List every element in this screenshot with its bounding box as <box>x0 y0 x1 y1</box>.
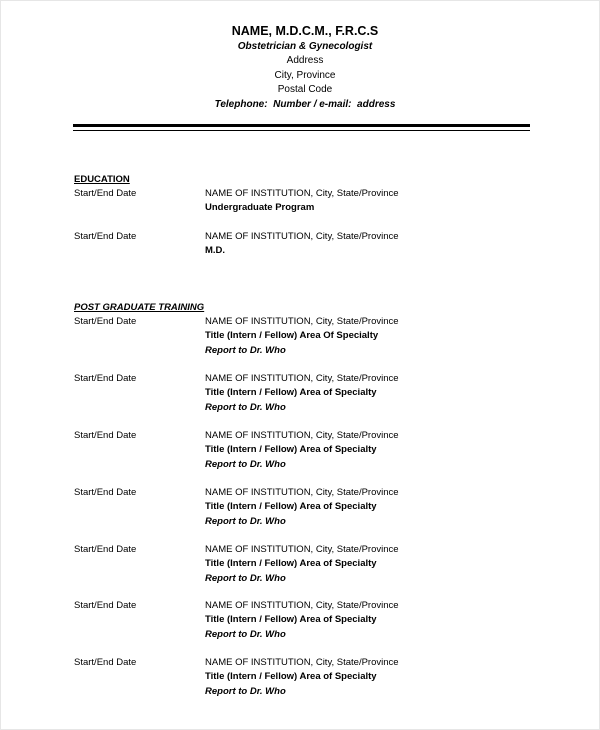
cv-header <box>0 22 600 112</box>
applicant-name: NAME, M.D.C.M., F.R.C.S <box>231 24 379 38</box>
training-heading: POST GRADUATE TRAINING <box>74 302 205 313</box>
entry-details <box>205 230 535 259</box>
entry-report: Report to Dr. Who <box>205 401 286 413</box>
postal-code-line: Postal Code <box>277 84 333 95</box>
entry-details <box>205 543 535 586</box>
entry-date: Start/End Date <box>74 231 137 242</box>
entry-report: Report to Dr. Who <box>205 344 286 356</box>
entry-title: Title (Intern / Fellow) Area Of Specialty <box>205 330 379 341</box>
entry-institution: NAME OF INSTITUTION, City, State/Province <box>205 373 399 384</box>
entry-date: Start/End Date <box>74 487 137 498</box>
entry-title: Title (Intern / Fellow) Area of Specialty <box>205 387 377 398</box>
entry-date: Start/End Date <box>74 316 137 327</box>
entry-date: Start/End Date <box>74 430 137 441</box>
entry-details <box>205 372 535 415</box>
entry-date: Start/End Date <box>74 600 137 611</box>
entry-date: Start/End Date <box>74 188 137 199</box>
entry-date: Start/End Date <box>74 544 137 555</box>
entry-report: Report to Dr. Who <box>205 458 286 470</box>
contact-line: Telephone: Number / e-mail: address <box>214 98 396 110</box>
entry-institution: NAME OF INSTITUTION, City, State/Province <box>205 487 399 498</box>
entry-report: Report to Dr. Who <box>205 515 286 527</box>
entry-title: Title (Intern / Fellow) Area of Specialty <box>205 671 377 682</box>
header-divider-thin <box>73 130 530 131</box>
entry-details <box>205 187 535 216</box>
entry-program: M.D. <box>205 245 226 256</box>
entry-program: Undergraduate Program <box>205 202 315 213</box>
entry-report: Report to Dr. Who <box>205 685 286 697</box>
entry-details <box>205 599 535 642</box>
entry-date: Start/End Date <box>74 657 137 668</box>
entry-report: Report to Dr. Who <box>205 628 286 640</box>
entry-institution: NAME OF INSTITUTION, City, State/Province <box>205 657 399 668</box>
city-province-line: City, Province <box>274 69 336 81</box>
header-divider-thick <box>73 124 530 127</box>
entry-institution: NAME OF INSTITUTION, City, State/Province <box>205 188 399 199</box>
education-heading: EDUCATION <box>74 174 130 185</box>
entry-title: Title (Intern / Fellow) Area of Specialty <box>205 614 377 625</box>
entry-date: Start/End Date <box>74 373 137 384</box>
entry-title: Title (Intern / Fellow) Area of Specialty <box>205 558 377 569</box>
entry-details <box>205 656 535 699</box>
entry-details <box>205 315 535 358</box>
entry-details <box>205 429 535 472</box>
entry-details <box>205 486 535 529</box>
entry-institution: NAME OF INSTITUTION, City, State/Province <box>205 600 399 611</box>
entry-institution: NAME OF INSTITUTION, City, State/Province <box>205 430 399 441</box>
entry-title: Title (Intern / Fellow) Area of Specialty <box>205 501 377 512</box>
entry-institution: NAME OF INSTITUTION, City, State/Province <box>205 316 399 327</box>
entry-title: Title (Intern / Fellow) Area of Specialty <box>205 444 377 455</box>
address-line: Address <box>286 55 324 66</box>
entry-report: Report to Dr. Who <box>205 572 286 584</box>
entry-institution: NAME OF INSTITUTION, City, State/Province <box>205 544 399 555</box>
applicant-specialty: Obstetrician & Gynecologist <box>237 41 373 52</box>
entry-institution: NAME OF INSTITUTION, City, State/Province <box>205 231 399 242</box>
